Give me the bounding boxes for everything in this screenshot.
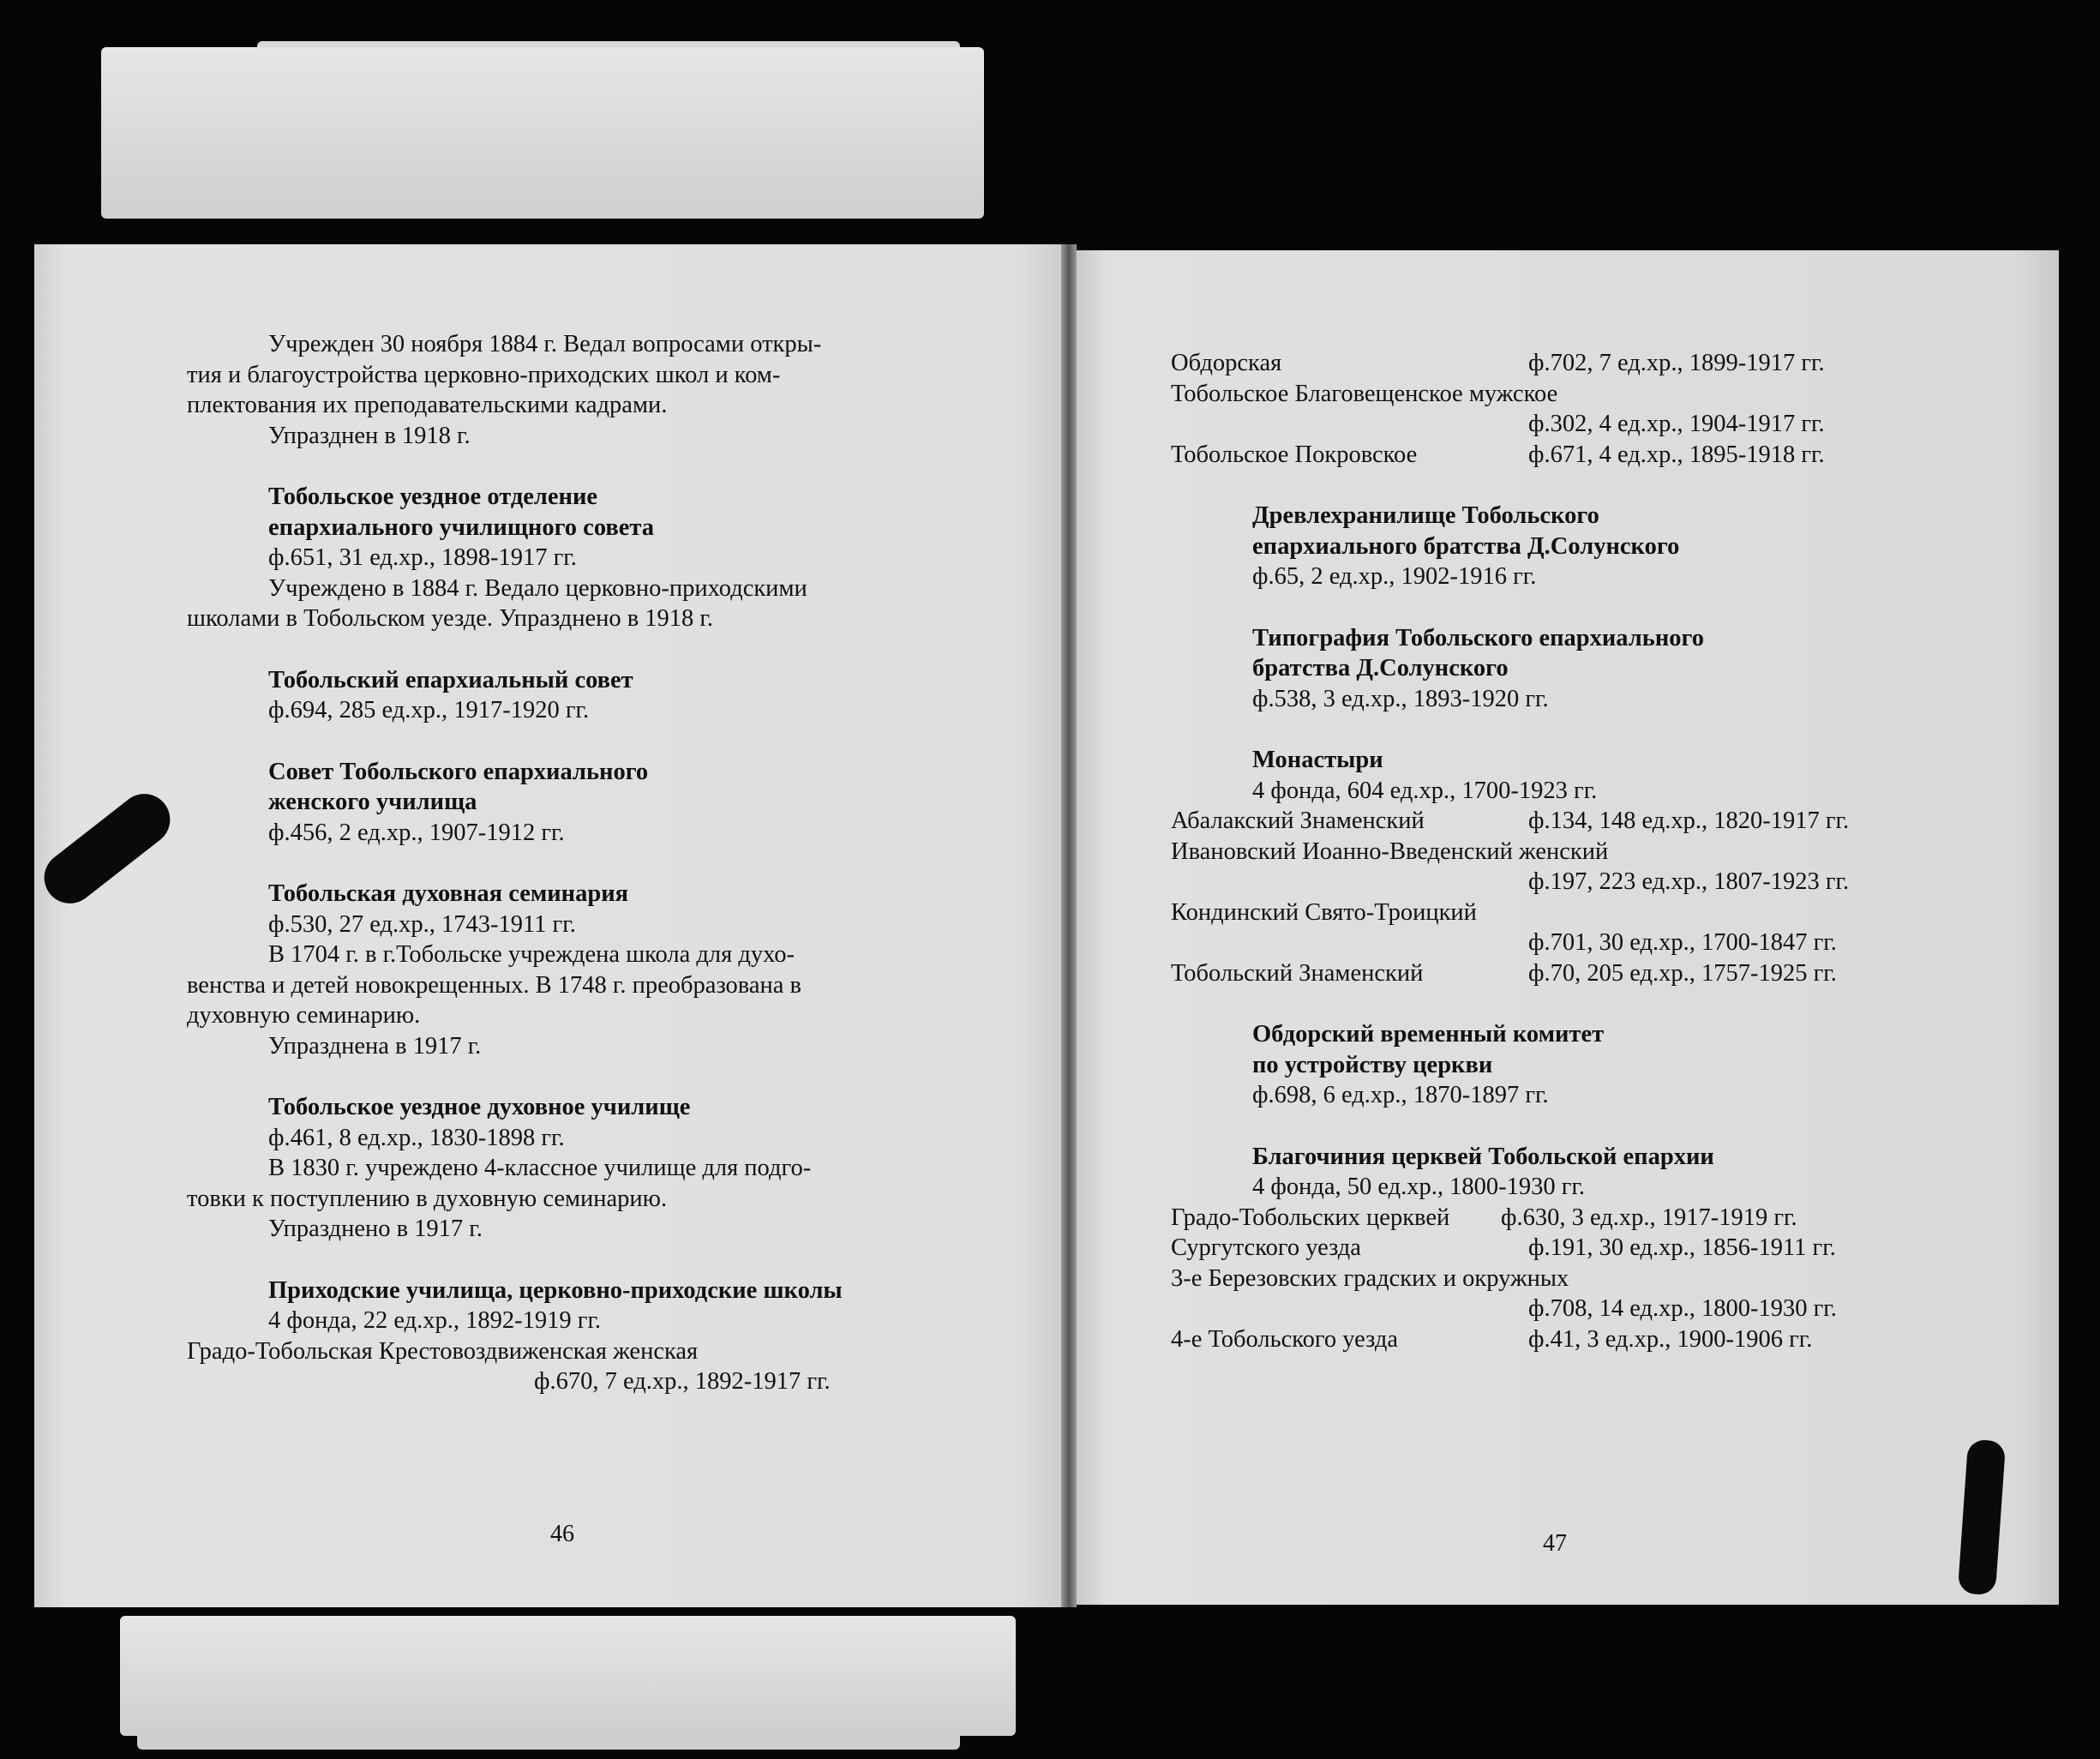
fond-reference: ф.461, 8 ед.хр., 1830-1898 гг. [268, 1124, 565, 1151]
fond-reference: ф.708, 14 ед.хр., 1800-1930 гг. [1528, 1295, 1837, 1322]
item-name: 4-е Тобольского уезда [1171, 1325, 1399, 1353]
section-title: епархиального братства Д.Солунского [1252, 532, 1680, 560]
section-title: братства Д.Солунского [1252, 655, 1509, 681]
fond-reference: ф.630, 3 ед.хр., 1917-1919 гг. [1501, 1204, 1797, 1231]
section-text: духовную семинарию. [187, 1002, 421, 1029]
intro-line: тия и благоустройства церковно-приходских школ и ком- [187, 361, 781, 388]
right-page-text [1171, 348, 1942, 1354]
fond-reference: ф.702, 7 ед.хр., 1899-1917 гг. [1528, 350, 1825, 376]
fond-reference: 4 фонда, 50 ед.хр., 1800-1930 гг. [1252, 1174, 1586, 1200]
fond-reference: ф.197, 223 ед.хр., 1807-1923 гг. [1528, 868, 1850, 895]
section-text: венства и детей новокрещенных. В 1748 г. преобразована в [187, 971, 802, 999]
list-item: Градо-Тобольская Крестовоздвиженская женская [187, 1337, 699, 1365]
fond-reference: ф.698, 6 ед.хр., 1870-1897 гг. [1252, 1082, 1549, 1108]
fond-reference: ф.701, 30 ед.хр., 1700-1847 гг. [1528, 929, 1837, 956]
intro-line: плектования их преподавательскими кадрами. [187, 392, 668, 418]
section-title: Приходские училища, церковно-приходские школы [268, 1276, 843, 1304]
item-name [1171, 409, 1528, 440]
fond-reference: ф.671, 4 ед.хр., 1895-1918 гг. [1528, 441, 1825, 468]
item-name: Абалакский Знаменский [1171, 807, 1425, 834]
item-name: Обдорская [1171, 350, 1282, 376]
intro-line: Учрежден 30 ноября 1884 г. Ведал вопросами откры- [268, 331, 822, 357]
section-text: В 1704 г. в г.Тобольске учреждена школа для духо- [268, 941, 795, 968]
list-item [1171, 348, 1942, 379]
section-text: школами в Тобольском уезде. Упразднено в 1918 г. [187, 605, 714, 632]
section-text: Упразднена в 1917 г. [268, 1032, 482, 1060]
list-item [1171, 1294, 1942, 1324]
left-page-text [187, 329, 963, 1397]
foam-block-top [101, 47, 984, 219]
intro-line: Упразднен в 1918 г. [268, 422, 471, 449]
section-title: Типография Тобольского епархиального [1252, 624, 1705, 651]
section-text: В 1830 г. учреждено 4-классное училище для подго- [268, 1155, 812, 1181]
list-item [1171, 1324, 1942, 1355]
section-title: Тобольская духовная семинария [268, 880, 629, 907]
item-name [1171, 867, 1528, 898]
section-title: Тобольское уездное отделение [268, 483, 598, 510]
section-title: Тобольское уездное духовное училище [268, 1094, 691, 1120]
fond-reference: ф.302, 4 ед.хр., 1904-1917 гг. [1528, 411, 1825, 437]
item-name: Тобольское Благовещенское мужское [1171, 380, 1558, 407]
fond-reference: 4 фонда, 604 ед.хр., 1700-1923 гг. [1252, 777, 1598, 804]
fond-reference: ф.134, 148 ед.хр., 1820-1917 гг. [1528, 807, 1850, 834]
item-name: 3-е Березовских градских и окружных [1171, 1264, 1569, 1292]
page-number: 46 [550, 1521, 574, 1547]
list-item [1171, 898, 1942, 928]
fond-reference: ф.538, 3 ед.хр., 1893-1920 гг. [1252, 685, 1549, 712]
list-item [1171, 379, 1942, 410]
item-name: Ивановский Иоанно-Введенский женский [1171, 837, 1609, 865]
fond-reference: ф.670, 7 ед.хр., 1892-1917 гг. [534, 1368, 831, 1395]
section-text: Учреждено в 1884 г. Ведало церковно-приходскими [268, 574, 807, 602]
foam-block-bottom-back [137, 1727, 960, 1750]
section-title: Совет Тобольского епархиального [268, 758, 649, 785]
item-name [1171, 928, 1528, 958]
section-title: Благочиния церквей Тобольской епархии [1252, 1143, 1714, 1170]
section-title: Древлехранилище Тобольского [1252, 502, 1599, 529]
fond-reference: ф.70, 205 ед.хр., 1757-1925 гг. [1528, 959, 1837, 987]
section-title: епархиального училищного совета [268, 513, 655, 541]
section-title: по устройству церкви [1252, 1051, 1493, 1078]
fond-reference: ф.456, 2 ед.хр., 1907-1912 гг. [268, 819, 565, 846]
section-title: Тобольский епархиальный совет [268, 666, 633, 693]
list-item [1171, 1233, 1942, 1264]
section-text: Упразднено в 1917 г. [268, 1216, 483, 1242]
section-title: Обдорский временный комитет [1252, 1021, 1605, 1048]
item-name: Сургутского уезда [1171, 1234, 1361, 1261]
section-text: товки к поступлению в духовную семинарию. [187, 1185, 668, 1212]
section-title: женского училища [268, 789, 477, 815]
fond-reference: ф.694, 285 ед.хр., 1917-1920 гг. [268, 697, 590, 723]
fond-reference: ф.191, 30 ед.хр., 1856-1911 гг. [1528, 1234, 1836, 1261]
list-item [1171, 867, 1942, 898]
list-item [1171, 806, 1942, 837]
fond-reference: ф.530, 27 ед.хр., 1743-1911 гг. [268, 910, 576, 938]
list-item [1171, 440, 1942, 471]
item-name: Тобольский Знаменский [1171, 959, 1424, 987]
list-item [1171, 928, 1942, 958]
list-item [1171, 1203, 1942, 1234]
item-name: Градо-Тобольских церквей [1171, 1204, 1450, 1231]
book-gutter [1061, 244, 1077, 1607]
fond-reference: 4 фонда, 22 ед.хр., 1892-1919 гг. [268, 1307, 602, 1334]
page-number: 47 [1543, 1530, 1567, 1557]
item-name: Тобольское Покровское [1171, 441, 1418, 468]
list-item [1171, 958, 1942, 989]
fond-reference: ф.65, 2 ед.хр., 1902-1916 гг. [1252, 563, 1537, 590]
item-name [1171, 1294, 1528, 1324]
item-name: Кондинский Свято-Троицкий [1171, 898, 1477, 926]
fond-reference: ф.651, 31 ед.хр., 1898-1917 гг. [268, 544, 577, 571]
list-item [1171, 837, 1942, 867]
fond-reference: ф.41, 3 ед.хр., 1900-1906 гг. [1528, 1325, 1813, 1353]
section-title: Монастыри [1252, 747, 1383, 773]
foam-block-bottom [120, 1616, 1016, 1736]
list-item [1171, 409, 1942, 440]
list-item [1171, 1264, 1942, 1294]
